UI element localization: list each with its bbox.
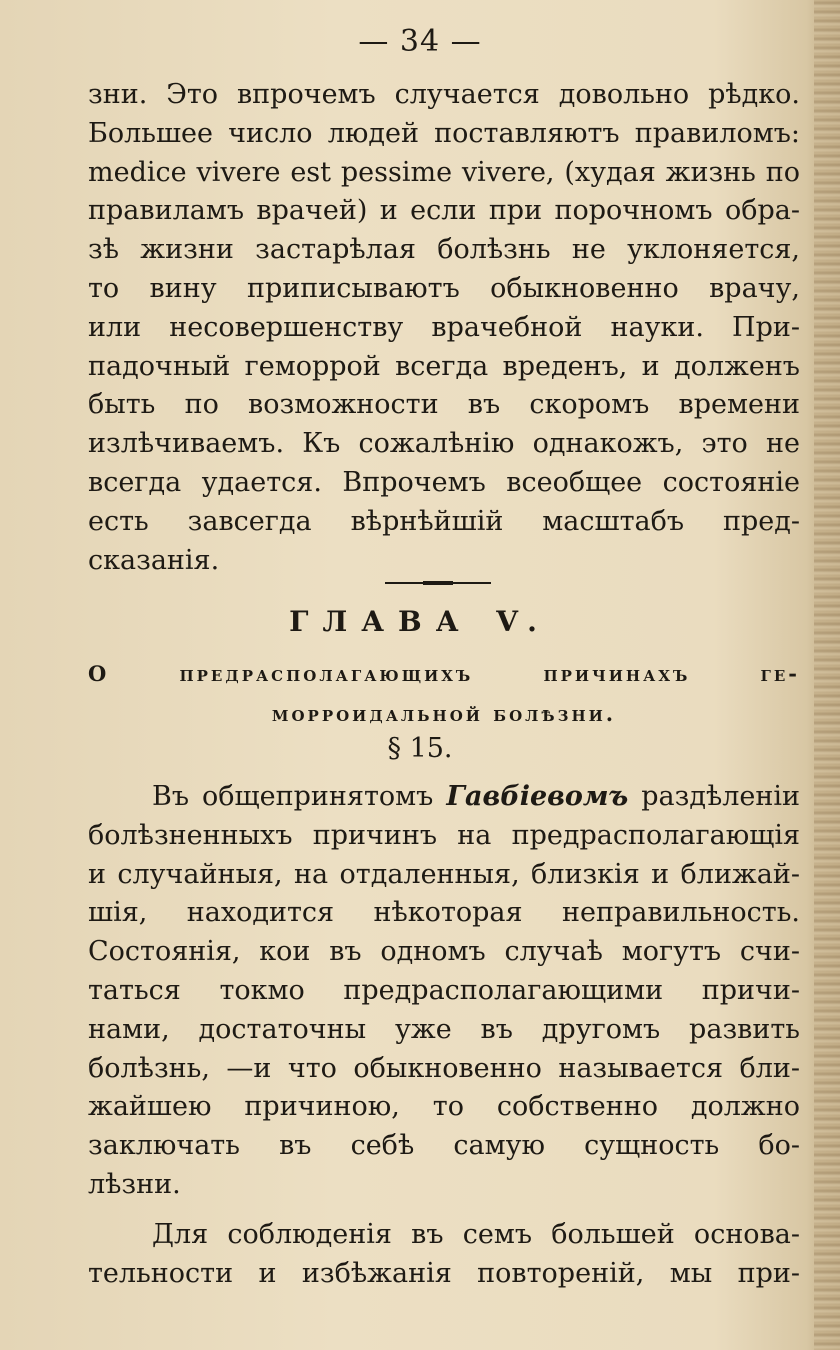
text-line: лѣзни. xyxy=(88,1168,181,1200)
text-line: излѣчиваемъ. Къ сожалѣнію однакожъ, это не xyxy=(88,428,800,460)
text-line xyxy=(88,778,800,817)
chapter-subtitle xyxy=(88,654,800,734)
proper-name: Гавбіевомъ xyxy=(446,781,629,812)
text-fragment: Въ общепринятомъ xyxy=(152,781,447,812)
text-line: или несовершенству врачебной науки. При- xyxy=(88,311,800,343)
text-line: Состоянія, кои въ одномъ случаѣ могутъ счи- xyxy=(88,936,800,968)
text-line: падочный геморрой всегда вреденъ, и долженъ xyxy=(88,350,800,382)
text-line: заключать въ себѣ самую сущность бо- xyxy=(88,1130,800,1162)
text-line: зни. Это впрочемъ случается довольно рѣдко. xyxy=(88,79,800,110)
page-number: — 34 — xyxy=(358,24,482,59)
section-mark: § 15. xyxy=(387,733,453,764)
text-line: сказанія. xyxy=(88,544,220,576)
chapter-divider-rule xyxy=(385,582,491,584)
text-line: Большее число людей поставляютъ правиломъ: xyxy=(88,117,800,149)
paragraph-2 xyxy=(88,778,800,1205)
text-line: есть завсегда вѣрнѣйшій масштабъ пред- xyxy=(88,505,800,537)
subtitle-line: морроидальной болѣзни. xyxy=(271,701,617,726)
text-line: то вину приписываютъ обыкновенно врачу, xyxy=(88,272,800,304)
text-line: и случайныя, на отдаленныя, близкія и ближай- xyxy=(88,858,800,890)
page-edge-shadow xyxy=(814,0,840,1350)
text-line: medice vivere est pessime vivere, (худая жизнь по xyxy=(88,156,800,188)
subtitle-line: О предрасполагающихъ причинахъ ге- xyxy=(88,661,800,686)
text-line: всегда удается. Впрочемъ всеобщее состояніе xyxy=(88,466,800,498)
text-line: болѣзнь, —и что обыкновенно называется бли- xyxy=(88,1052,800,1084)
text-fragment: раздѣленіи xyxy=(628,781,801,812)
paragraph-3 xyxy=(88,1216,800,1294)
text-line: болѣзненныхъ причинъ на предрасполагающія xyxy=(88,819,800,851)
text-line: Для соблюденія въ семъ большей основа- xyxy=(152,1219,800,1250)
text-line: таться токмо предрасполагающими причи- xyxy=(88,974,800,1006)
text-line: правиламъ врачей) и если при порочномъ обра- xyxy=(88,195,800,227)
text-line: быть по возможности въ скоромъ времени xyxy=(88,389,800,421)
text-line: нами, достаточны уже въ другомъ развить xyxy=(88,1013,800,1045)
text-line: тельности и избѣжанія повтореній, мы при- xyxy=(88,1257,800,1289)
text-line: жайшею причиною, то собственно должно xyxy=(88,1091,800,1123)
paragraph-1 xyxy=(88,76,800,580)
text-line: шія, находится нѣкоторая неправильность. xyxy=(88,897,800,929)
chapter-title: ГЛАВА V. xyxy=(289,605,551,638)
text-line: зѣ жизни застарѣлая болѣзнь не уклоняется, xyxy=(88,234,800,266)
